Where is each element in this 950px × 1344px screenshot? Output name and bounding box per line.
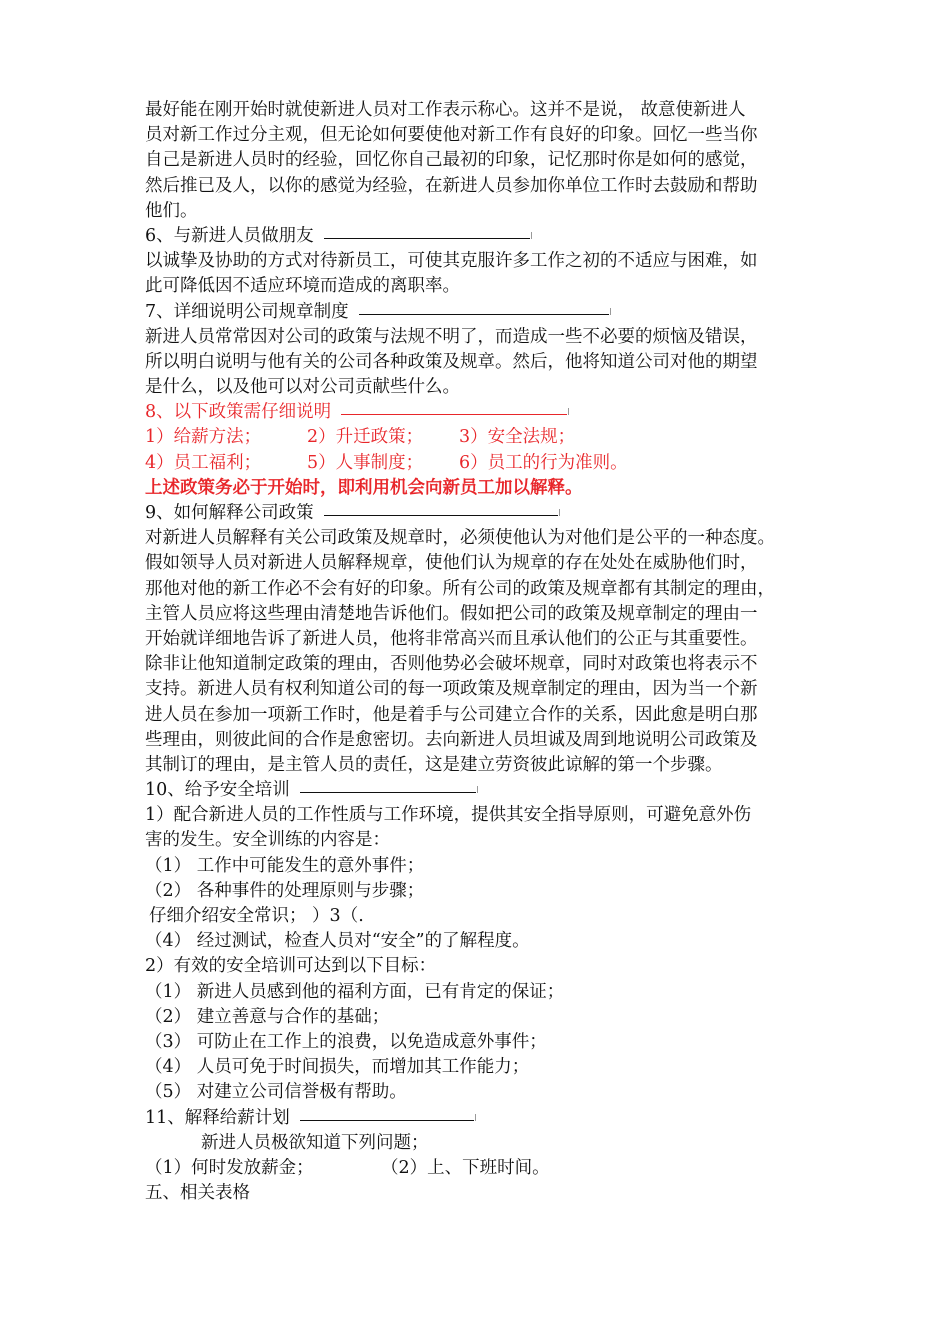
section-9-line: 除非让他知道制定政策的理由，否则他势必会破坏规章，同时对政策也将表示不 (145, 654, 758, 675)
section-8-items-row (145, 451, 817, 476)
section-6-title: 6、与新进人员做朋友 (145, 225, 314, 246)
training-goal-item: （4） 人员可免于时间损失，而增加其工作能力； (145, 1057, 530, 1078)
section-9-line: 开始就详细地告诉了新进人员，他将非常高兴而且承认他们的公正与其重要性。 (145, 628, 758, 649)
safety-content-item: （4） 经过测试，检查人员对“安全”的了解程度。 (145, 931, 530, 952)
training-goal-item: （1） 新进人员感到他的福利方面，已有肯定的保证； (145, 981, 565, 1002)
section-7-title: 7、详细说明公司规章制度 (145, 301, 349, 322)
pay-question-item: （2）上、下班时间。 (381, 1157, 550, 1178)
document-page (145, 98, 817, 1206)
section-6-line: 此可降低因不适应环境而造成的离职率。 (145, 276, 460, 297)
section-9-line: 其制订的理由，是主管人员的责任，这是建立劳资彼此谅解的第一个步骤。 (145, 754, 723, 775)
section-9-line: 进人员在参加一项新工作时，他是着手与公司建立合作的关系，因此愈是明白那 (145, 704, 758, 725)
section-9-line: 对新进人员解释有关公司政策及规章时，必须使他认为对他们是公平的一种态度。 (145, 528, 775, 549)
heading-underline (341, 414, 567, 415)
section-10-line: 1）配合新进人员的工作性质与工作环境，提供其安全指导原则，可避免意外伤 (145, 805, 752, 826)
pay-question-item: （1）何时发放薪金； (145, 1157, 314, 1178)
policy-item: 3）安全法规； (459, 427, 576, 448)
policy-item: 6）员工的行为准则。 (459, 452, 628, 473)
section-8-note: 上述政策务必于开始时，即利用机会向新员工加以解释。 (145, 477, 583, 498)
policy-item: 1）给薪方法； (145, 427, 262, 448)
section-8-heading (145, 400, 817, 425)
section-6-line: 以诚挚及协助的方式对待新员工，可使其克服许多工作之初的不适应与困难，如 (145, 251, 758, 272)
section-11-intro: 新进人员极欲知道下列问题； (201, 1132, 429, 1153)
safety-content-item: （1） 工作中可能发生的意外事件； (145, 855, 425, 876)
policy-item: 4）员工福利； (145, 452, 262, 473)
training-goal-item: （5） 对建立公司信誉极有帮助。 (145, 1082, 407, 1103)
safety-content-item: （2） 各种事件的处理原则与步骤； (145, 880, 425, 901)
policy-item: 5）人事制度； (307, 452, 424, 473)
training-goal-item: （3） 可防止在工作上的浪费，以免造成意外事件； (145, 1031, 547, 1052)
intro-line: 然后推已及人，以你的感觉为经验，在新进人员参加你单位工作时去鼓励和帮助 (145, 175, 758, 196)
heading-underline (324, 515, 558, 516)
section-7-line: 新进人员常常因对公司的政策与法规不明了，而造成一些不必要的烦恼及错误， (145, 326, 758, 347)
section-6-heading (145, 224, 817, 249)
section-11-items-row (145, 1156, 817, 1181)
section-10-heading (145, 778, 817, 803)
section-8-items-row (145, 425, 817, 450)
section-9-line: 些理由，则彼此间的合作是愈密切。去向新进人员坦诚及周到地说明公司政策及 (145, 729, 758, 750)
section-8-title: 8、以下政策需仔细说明 (145, 402, 332, 423)
section-10-title: 10、给予安全培训 (145, 780, 290, 801)
section-7-line: 所以明白说明与他有关的公司各种政策及规章。然后，他将知道公司对他的期望 (145, 351, 758, 372)
policy-item: 2）升迁政策； (307, 427, 424, 448)
intro-line: 他们。 (145, 200, 198, 221)
section-9-title: 9、如何解释公司政策 (145, 503, 314, 523)
safety-content-item: 仔细介绍安全常识； ）3（. (149, 906, 364, 926)
heading-underline (359, 314, 609, 315)
section-7-heading (145, 300, 817, 325)
training-goal-item: （2） 建立善意与合作的基础； (145, 1006, 390, 1027)
intro-line: 自己是新进人员时的经验，回忆你自己最初的印象，记忆那时你是如何的感觉， (145, 150, 758, 171)
heading-underline (300, 1120, 474, 1121)
heading-underline (300, 792, 476, 793)
section-9-line: 那他对他的新工作必不会有好的印象。所有公司的政策及规章都有其制定的理由， (145, 578, 775, 599)
intro-line: 最好能在刚开始时就使新进人员对工作表示称心。这并不是说， 故意使新进人 (145, 100, 746, 120)
section-9-line: 主管人员应将这些理由清楚地告诉他们。假如把公司的政策及规章制定的理由一 (145, 603, 758, 624)
section-11-title: 11、解释给薪计划 (145, 1107, 290, 1128)
section-10-line: 2）有效的安全培训可达到以下目标： (145, 956, 437, 977)
section-5-heading: 五、相关表格 (145, 1183, 250, 1204)
section-9-heading (145, 501, 817, 526)
section-10-line: 害的发生。安全训练的内容是： (145, 830, 390, 851)
heading-underline (324, 238, 530, 239)
intro-line: 员对新工作过分主观，但无论如何要使他对新工作有良好的印象。回忆一些当你 (145, 125, 758, 146)
section-9-line: 假如领导人员对新进人员解释规章，使他们认为规章的存在处处在威胁他们时， (145, 553, 758, 574)
section-11-heading (145, 1106, 817, 1131)
section-7-line: 是什么，以及他可以对公司贡献些什么。 (145, 377, 460, 398)
section-9-line: 支持。新进人员有权利知道公司的每一项政策及规章制定的理由，因为当一个新 (145, 679, 758, 700)
